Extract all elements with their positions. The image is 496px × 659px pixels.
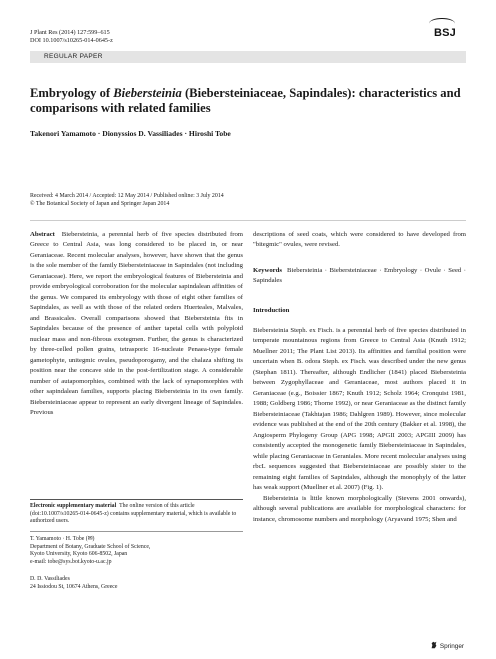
keywords-label: Keywords [253,267,282,274]
email-link[interactable]: e-mail: tobe@sys.bot.kyoto-u.ac.jp [30,558,112,565]
introduction-body [253,326,466,525]
received-line: Received: 4 March 2014 / Accepted: 12 May 2014 / Published online: 3 July 2014 [30,193,224,199]
address-block-1 [30,536,243,566]
publisher-name: Springer [439,643,464,650]
title-pre: Embryology of [30,86,114,100]
address-line: Department of Botany, Graduate School of Science, [30,543,151,550]
title-genus: Biebersteinia [113,86,182,100]
doi-line: DOI 10.1007/s10265-014-0645-z [30,37,113,44]
keywords-section [253,266,466,287]
section-banner [30,51,466,63]
author-list: Takenori Yamamoto · Dionyssios D. Vassiliades · Hiroshi Tobe [30,129,231,138]
abstract-label: Abstract [30,231,55,238]
address-line: D. D. Vassiliades [30,576,70,582]
abstract-text: Biebersteinia, a perennial herb of five species distributed from Greece to Central Asia, was long considered to be placed in, or near Geraniaceae. Recent molecular analyses, however, have shown that the genus is the sole member of the family Biebersteiniaceae in Sapindales (not including Geraniaceae). Here, we report the embryological features of Biebersteinia and provide embryological corroboration for the molecular sapindalean affinities of the genus. We compared its embryology with those of eight other families of Sapindales, as well as with those of the related orders Huerteales, Malvales, and Brassicales. Overall comparisons showed that Biebersteinia fits in Sapindales because of the presence of anther tapetal cells with polyploid nuclear mass and non-fibrous exotegmen. Further, the genus is characterized by three-celled pollen grains, tetrasporic 16-nucleate Penaea-type female gametophyte, unitegmic ovules, pseudoporogamy, and the chalaza shifting its position near the concave side in the post-fertilization stage. A considerable number of autapomorphies, combined with the lack of synapomorphies with other sapindalean families, supports placing Biebersteinia in its own family. Biebersteiniaceae appear to represent an early divergent lineage of Sapindales. Previous [30,231,243,417]
footnote-divider [30,499,243,500]
section-label: REGULAR PAPER [44,53,103,60]
paper-title [30,86,466,116]
address-line: T. Yamamoto · H. Tobe (✉) [30,536,95,542]
esm-label: Electronic supplementary material [30,503,117,509]
title-post: (Biebersteiniaceae, Sapindales): characteristics and comparisons with related families [30,86,461,115]
introduction-heading: Introduction [253,307,290,314]
address-block-2 [30,576,243,591]
keywords-text: Biebersteinia · Biebersteiniaceae · Embryology · Ovule · Seed · Sapindales [253,267,466,285]
esm-note [30,503,243,526]
copyright-line: © The Botanical Society of Japan and Springer Japan 2014 [30,201,170,207]
publication-dates [30,192,466,208]
abstract-section [30,230,243,419]
intro-paragraph-2: Biebersteinia is little known morphologically (Stevens 2001 onwards), although several publications are available for morphological characters: for instance, chromosome numbers and morphology (Aryavand 1975; Shen and [253,494,466,523]
esm-text: The online version of this article (doi:10.1007/s10265-014-0645-z) contains supplementary material, which is available to authorized users. [30,503,237,524]
springer-horse-icon [430,641,438,649]
intro-paragraph-1: Biebersteinia Steph. ex Fisch. is a perennial herb of five species distributed in temperate mountainous regions from Greece to Central Asia (Knuth 1912; Muellner 2011; The Plant List 2013). Its affinities and familial position were uncertain when B. odora Steph. ex Fisch. was described under the new genus (Stephan 1811). Thereafter, although Endlicher (1841) placed Biebersteinia between Zygophyllaceae and Geraniaceae, most authors placed it in Geraniaceae (e.g., Boissier 1867; Knuth 1912; Scholz 1964; Cronquist 1981, 1988; Goldberg 1986; Thorne 1992), or near Geraniaceae as the distinct family Biebersteiniaceae (Takhtajan 1986; Dahlgren 1989). However, since molecular evidence was published at the end of the 20th century (Bakker et al. 1998), the Angiosperm Phylogeny Group (APG 1998; APGII 2003; APGIII 2009) has consistently accepted the monogenetic family Biebersteiniaceae in Sapindales, while placing Geraniaceae in Geraniales. More recent molecular analyses using rbcL sequences suggested that Biebersteiniaceae are possibly sister to the remaining eight families of Sapindales, although the monophyly of the latter has weak support (Muellner et al. 2007) (Fig. 1). [253,327,466,492]
publisher-footer [430,641,464,650]
logo-swash-icon [429,18,455,29]
logo-text: BSJ [434,27,456,39]
abstract-continuation: descriptions of seed coats, which were considered to have developed from "bitegmic" ovules, were revised. [253,231,466,249]
journal-logo [434,27,456,39]
journal-reference: J Plant Res (2014) 127:599–615 [30,29,110,36]
address-line: 24 Issiodou St, 10674 Athens, Greece [30,583,118,590]
address-line: Kyoto University, Kyoto 606-8502, Japan [30,551,128,558]
